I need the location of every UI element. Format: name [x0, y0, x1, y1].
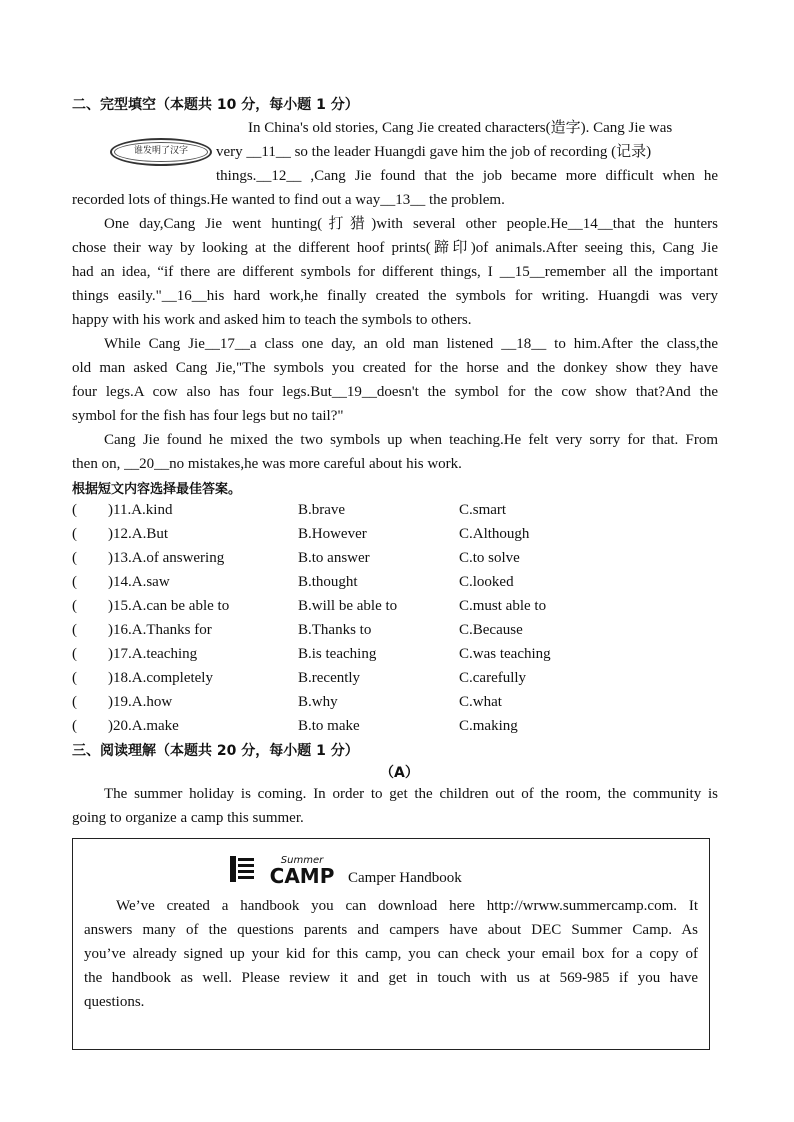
question-12: ( )12.A.But B.However C.Although [72, 526, 530, 542]
instruction: 根据短文内容选择最佳答案。 [72, 482, 242, 497]
passage-paragraph-3: While Cang Jie__17__a class one day, an old man listened __18__ to him.After the class,the old man asked Cang Jie,"The symbols you created for the horse and the donkey show they have four legs.A cow also has four legs.But__19__doesn't the symbol for the cow show that?And the symbol for the fish has four legs but no tail?" [72, 336, 718, 424]
handbook-text: We’ve created a handbook you can download here http://wrww.summercamp.com. It answers many of the questions parents and campers have about DEC Summer Camp. As you’ve already signed up your kid for this camp, you can check your email box for a copy of the handbook as well. Please review it and get in touch with us at 569-985 if you have questions. [84, 898, 698, 1010]
question-19: ( )19.A.how B.why C.what [72, 694, 502, 710]
reading-intro: The summer holiday is coming. In order to get the children out of the room, the community is going to organize a camp this summer. [72, 786, 718, 826]
svg-text:Summer: Summer [280, 855, 324, 866]
question-18: ( )18.A.completely B.recently C.carefully [72, 670, 527, 686]
svg-text:CAMP: CAMP [269, 864, 335, 886]
question-15: ( )15.A.can be able to B.will be able to C.must able to [72, 598, 547, 614]
passage-paragraph-2: One day,Cang Jie went hunting(打猎)with several other people.He__14__that the hunters chose their way by looking at the different hoof prints(蹄印)of animals.After seeing this, Cang Jie had an idea, “if there are different symbols for different things, I __15__remember all the important things easily."__16__his hard work,he finally created the symbols for writing. Huangdi was very happy with his work and asked him to teach the symbols to others. [72, 216, 718, 328]
handbook-title: Camper Handbook [348, 870, 462, 886]
question-14: ( )14.A.saw B.thought C.looked [72, 574, 514, 590]
question-list [72, 498, 718, 738]
section-3-heading: 三、阅读理解（本题共 20 分，每小题 1 分） [72, 743, 359, 759]
passage-paragraph-1a: In China's old stories, Cang Jie created characters(造字). Cang Jie was [248, 120, 673, 136]
question-11: ( )11.A.kind B.brave C.smart [72, 502, 507, 518]
question-20: ( )20.A.make B.to make C.making [72, 718, 518, 734]
question-13: ( )13.A.of answering B.to answer C.to solve [72, 550, 520, 566]
passage-paragraph-1c: recorded lots of things.He wanted to find out a way__13__ the problem. [72, 192, 505, 208]
part-a-label: （A） [380, 765, 419, 781]
passage-paragraph-1b: very __11__ so the leader Huangdi gave him the job of recording (记录) things.__12__ ,Cang Jie found that the job became more difficult when he [216, 144, 718, 184]
section-2-heading: 二、完型填空（本题共 10 分，每小题 1 分） [72, 97, 359, 113]
passage-paragraph-4: Cang Jie found he mixed the two symbols up when teaching.He felt very sorry for that. From then on, __20__no mistakes,he was more careful about his work. [72, 432, 718, 472]
question-16: ( )16.A.Thanks for B.Thanks to C.Because [72, 622, 523, 638]
question-17: ( )17.A.teaching B.is teaching C.was teaching [72, 646, 551, 662]
summer-camp-logo [228, 852, 346, 886]
title-badge: 谁发明了汉字 [110, 138, 212, 166]
